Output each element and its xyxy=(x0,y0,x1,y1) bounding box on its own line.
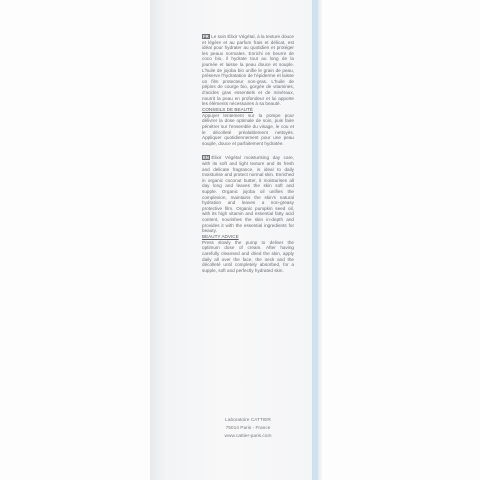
fr-language-badge: FR xyxy=(203,34,209,39)
company-address: 75014 Paris - France xyxy=(225,426,271,431)
en-advice-heading: BEAUTY ADVICE xyxy=(202,234,239,240)
box-right-edge xyxy=(318,0,322,480)
manufacturer-footer xyxy=(202,417,294,441)
fr-intro-text: Le soin Élixir Végétal, à la texture douce et légère et au parfum frais et délicat, est idéal pour hydrater au quotidien et protéger les peaux normales. Enrichi en beurre de coco bio, il hydrate tout au long de la journée et laisse la peau douce et souple. L'huile de jojoba bio unifie le grain de peau, préserve l'hydratation de l'épiderme et laisse un film protecteur non-gras. L'huile de pépins de courge bio, gorgée de vitamines, d'acides gras essentiels et de minéraux, nourrit la peau en profondeur et lui apporte les éléments nécessaires à sa beauté. xyxy=(202,34,294,107)
fr-advice-heading: CONSEILS DE BEAUTÉ xyxy=(202,107,253,113)
en-language-badge: EN xyxy=(203,155,209,161)
fr-advice-text: Appuyer lentement sur la pompe pour délivrer la dose optimale de soin, puis faire pénétrer sur l'ensemble du visage, le cou et le décolleté préalablement nettoyés. Appliquer quotidiennement pour une peau souple, douce et parfaitement hydratée. xyxy=(202,112,294,146)
product-text-column xyxy=(202,34,294,273)
company-name: Laboratoire CATTIER xyxy=(225,418,271,423)
en-intro-text: Élixir Végétal moisturising day care, with its soft and light texture and its fresh and delicate fragrance, is ideal to daily moisturise and protect normal skin. Enriched in organic coconut butter, it moisturises all day long and leaves the skin soft and supple. Organic jojoba oil unifies the complexion, maintains the skin's natural hydration and leaves a non-greasy protective film. Organic pumpkin seed oil, with its high vitamin and essential fatty acid content, nourishes the skin in-depth and provides it with the essential ingredients for beauty. xyxy=(202,155,294,234)
en-intro-paragraph xyxy=(202,155,294,233)
company-website: www.cattier-paris.com xyxy=(224,434,272,439)
en-advice-text: Press slowly the pump to deliver the optimum dose of cream. After having carefully cleansed and dried the skin, apply daily all over the face, the neck and the décolleté until completely absorbed, for a supple, soft and perfectly hydrated skin. xyxy=(202,239,294,273)
fr-intro-paragraph xyxy=(202,34,294,107)
